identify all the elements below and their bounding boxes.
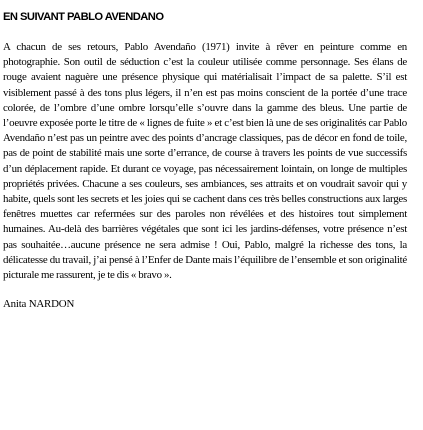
article-body: A chacun de ses retours, Pablo Avendaño (1971) invite à rêver en peinture comme en photographie. Son outil de séduction c’est la couleur utilisée comme personnage. Ses élans de rouge avaient naguère une présence physique qui matérialisait l’impact de sa palette. S’il est visiblement passé à des tons plus légers, il n’en est pas moins conscient de la portée d’une trace colorée, de l’ombre d’une ombre lorsqu’elle s’ouvre dans la gamme des bleus. Une partie de l’oeuvre exposée porte le titre de « lignes de fuite » et c’est bien là une de ses originalités car Pablo Avendaño n’est pas un peintre avec des points d’ancrage classiques, pas de décor en fond de toile, pas de point de stabilité mais une sorte d’errance, de course à travers les points de vue successifs d’un déplacement rapide. Et durant ce voyage, pas nécessairement lointain, on longe de multiples propriétés privées. Chacune a ses couleurs, ses ambiances, ses attraits et on voudrait savoir qui y habite, quels sont les secrets et les joies qui se cachent dans ces très belles constructions aux larges fenêtres muettes car refermées sur des paroles non révélées et des histoires tout simplement humaines. Au-delà des barrières végétales que sont ici les jardins-défenses, votre présence n’est pas souhaitée…aucune présence ne sera admise ! Oui, Pablo, malgré la richesse des tons, la délicatesse du travail, j’ai pensé à l’Enfer de Dante mais l’équilibre de l’ensemble et son originalité picturale me rassurent, je te dis « bravo ». <box>3 41 407 282</box>
author-signature: Anita NARDON <box>3 298 75 311</box>
article-title: EN SUIVANT PABLO AVENDANO <box>3 11 164 23</box>
article <box>3 10 407 311</box>
